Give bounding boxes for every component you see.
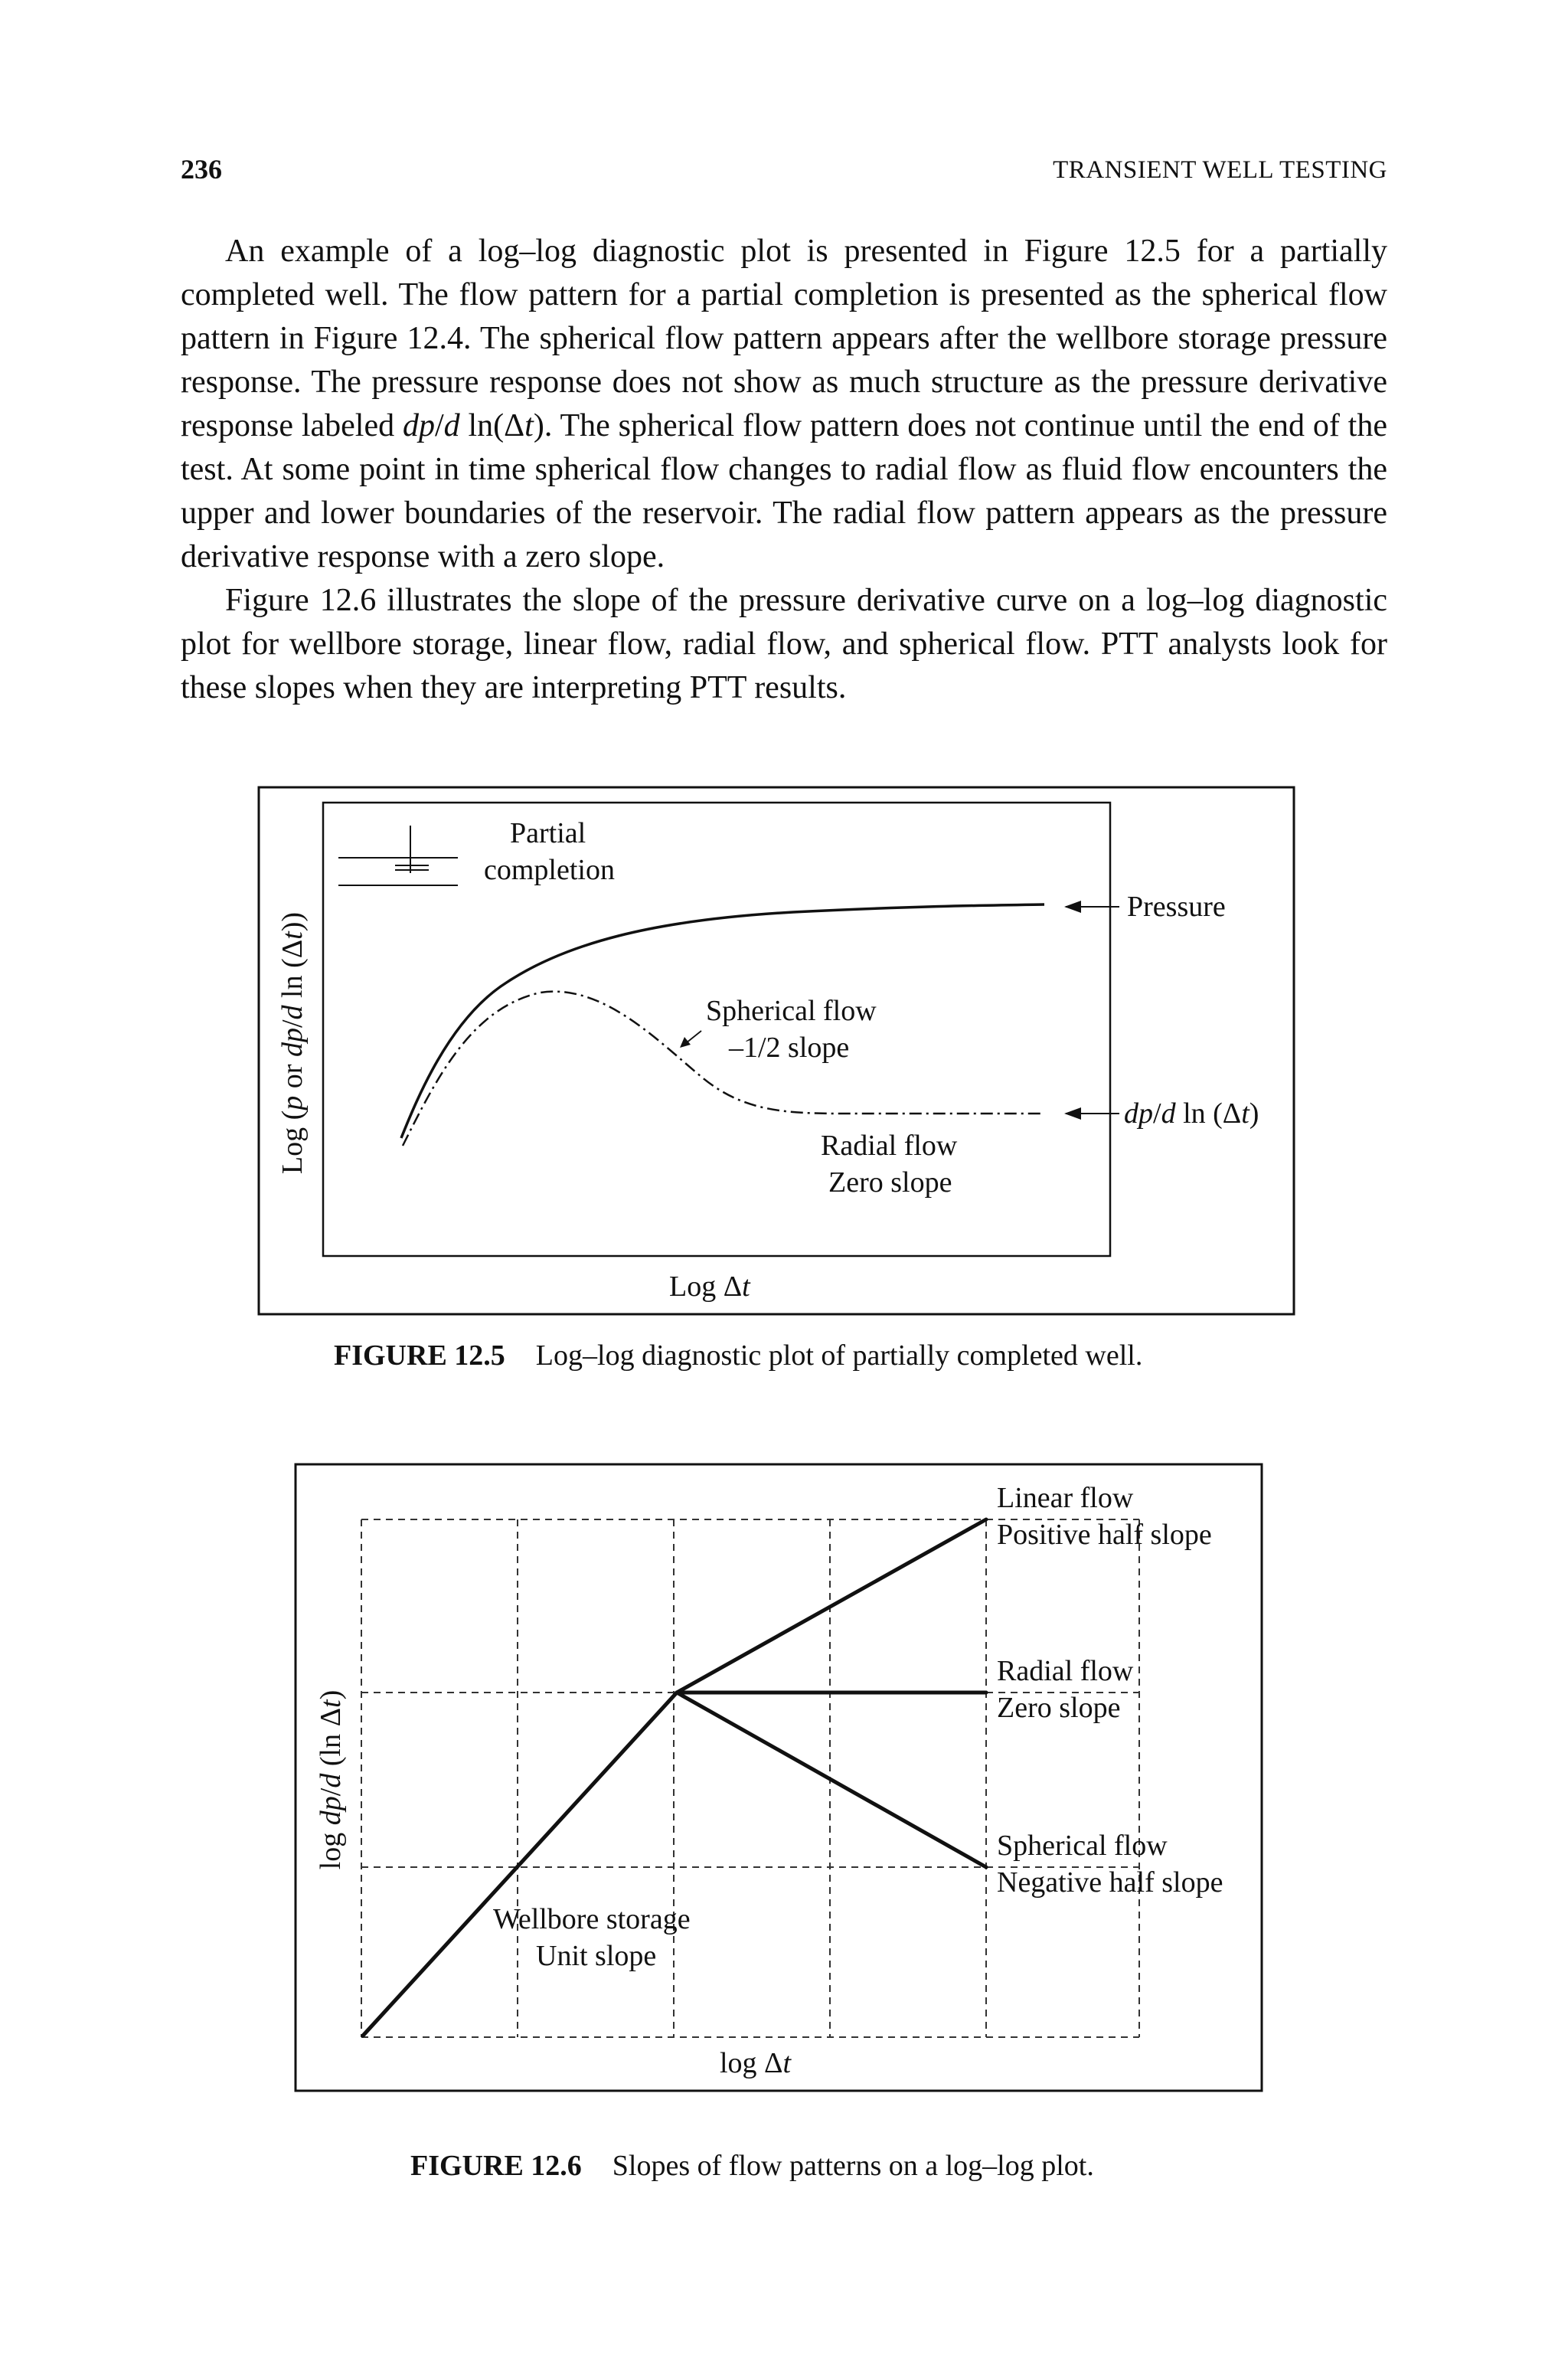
figure-12-5-diagram xyxy=(257,786,1295,1317)
paragraph-1: An example of a log–log diagnostic plot is presented in Figure 12.5 for a partially completed well. The flow pattern for a partial completion is presented as the spherical flow pattern in Figure 12.4. The spherical flow pattern appears after the wellbore storage pressure response. The pressure response does not show as much structure as the pressure derivative response labeled dp/d ln(Δt). The spherical flow pattern does not continue until the end of the test. At some point in time spherical flow changes to radial flow as fluid flow encounters the upper and lower boundaries of the reservoir. The radial flow pattern appears as the pressure derivative response with a zero slope. xyxy=(181,234,1387,574)
dashed-grid xyxy=(361,1519,1139,2037)
linear-flow-line xyxy=(677,1519,986,1693)
running-head: TRANSIENT WELL TESTING xyxy=(1053,156,1387,184)
caption-text: Log–log diagnostic plot of partially completed well. xyxy=(535,1339,1143,1372)
spherical-flow-label-1: Spherical flow xyxy=(706,995,877,1027)
wellbore-storage-label-2: Unit slope xyxy=(536,1940,657,1972)
figure-12-6-diagram xyxy=(294,1463,1263,2092)
outer-frame xyxy=(296,1464,1262,2091)
spherical-flow-line xyxy=(677,1693,986,1867)
spherical-flow-label-2: Negative half slope xyxy=(997,1866,1223,1899)
wellbore-storage-line xyxy=(363,1693,677,2036)
wellbore-storage-label-1: Wellbore storage xyxy=(493,1903,691,1935)
pressure-arrowhead-icon xyxy=(1064,901,1081,913)
figure-12-6 xyxy=(294,1463,1263,2096)
spherical-flow-label-2: –1/2 slope xyxy=(729,1032,850,1064)
figure-12-5 xyxy=(257,786,1295,1321)
x-axis-label: log Δt xyxy=(720,2047,792,2079)
radial-flow-label-2: Zero slope xyxy=(997,1692,1121,1724)
body-text xyxy=(181,230,1387,710)
spherical-flow-label-1: Spherical flow xyxy=(997,1830,1168,1862)
caption-text: Slopes of flow patterns on a log–log plot. xyxy=(612,2150,1094,2182)
caption-label: FIGURE 12.6 xyxy=(410,2150,582,2182)
derivative-label: dp/d ln (Δt) xyxy=(1124,1097,1259,1130)
spherical-pointer xyxy=(686,1031,701,1043)
derivative-arrowhead-icon xyxy=(1064,1107,1081,1120)
well-symbol-icon xyxy=(338,826,458,885)
partial-completion-label-2: completion xyxy=(484,854,615,886)
paragraph-2: Figure 12.6 illustrates the slope of the pressure derivative curve on a log–log diagnostic plot for wellbore storage, linear flow, radial flow, and spherical flow. PTT analysts look for these slopes when they are interpreting PTT results. xyxy=(181,583,1387,705)
radial-flow-label-2: Zero slope xyxy=(828,1166,952,1199)
radial-flow-label-1: Radial flow xyxy=(997,1655,1134,1687)
y-axis-label: log dp/d (ln Δt) xyxy=(315,1689,347,1870)
y-axis-label: Log (p or dp/d ln (Δt)) xyxy=(276,911,309,1175)
radial-flow-label-1: Radial flow xyxy=(821,1130,958,1162)
plot-frame xyxy=(323,803,1110,1256)
linear-flow-label-2: Positive half slope xyxy=(997,1519,1212,1551)
partial-completion-label-1: Partial xyxy=(510,817,586,849)
figure-12-5-caption xyxy=(334,1339,1142,1372)
linear-flow-label-1: Linear flow xyxy=(997,1482,1134,1514)
spherical-pointer-head-icon xyxy=(680,1037,691,1048)
pressure-label: Pressure xyxy=(1127,891,1226,923)
caption-label: FIGURE 12.5 xyxy=(334,1339,505,1372)
page-number: 236 xyxy=(181,154,222,185)
x-axis-label: Log Δt xyxy=(669,1271,750,1303)
figure-12-6-caption xyxy=(410,2149,1094,2183)
